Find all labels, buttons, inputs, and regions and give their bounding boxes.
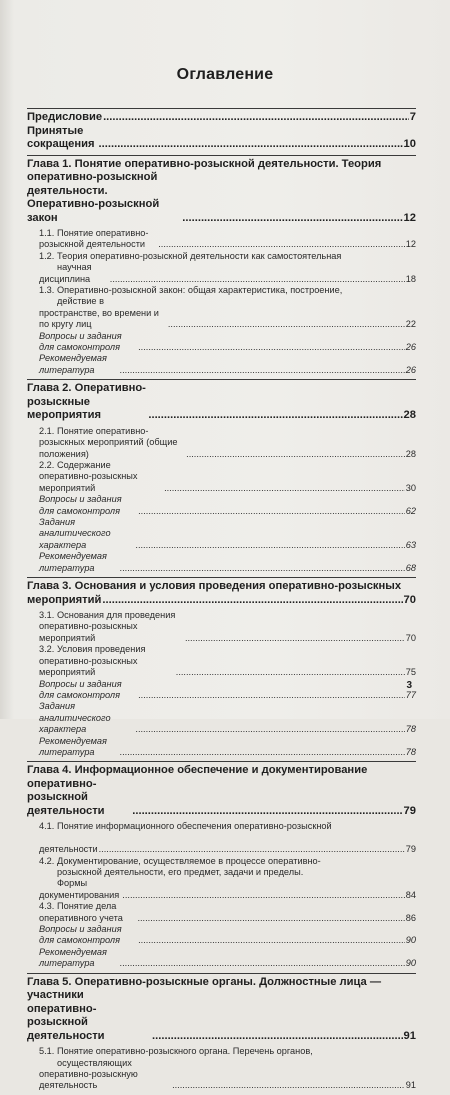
toc-entry[interactable]: [27, 125, 416, 152]
dot-leader: [152, 1030, 403, 1044]
entry-number: 5.1.: [39, 1046, 55, 1057]
chapter-block: [27, 974, 416, 1095]
entry-page: 78: [405, 746, 416, 757]
entry-page: 18: [405, 273, 416, 284]
toc-entry[interactable]: [27, 111, 416, 125]
entry-page: 77: [405, 689, 416, 700]
section-entry[interactable]: [27, 460, 416, 494]
section-entry[interactable]: [27, 251, 416, 285]
page-number: 3: [406, 680, 412, 691]
entry-text: Рекомендуемая литература: [39, 946, 107, 969]
entry-label: Условия проведения оперативно-розыскных мероприятий: [39, 644, 146, 678]
table-of-contents: [27, 108, 416, 1095]
section-entry[interactable]: [27, 228, 416, 251]
entry-label: научная дисциплина: [39, 262, 92, 284]
chapter-block: [27, 578, 416, 761]
toc-line: [39, 460, 416, 494]
entry-text: Глава 1. Понятие оперативно-розыскной деятельности. Теория: [27, 157, 382, 170]
dot-leader: [186, 449, 405, 460]
toc-line: [39, 644, 416, 678]
entry-label: Теория оперативно-розыскной деятельности как самостоятельная: [57, 250, 342, 261]
entry-text: Рекомендуемая литература: [39, 551, 107, 573]
toc-title: Оглавление: [176, 66, 274, 83]
section-entry[interactable]: [27, 494, 416, 517]
dot-leader: [103, 111, 409, 125]
dot-leader: [120, 365, 405, 376]
entry-page: 78: [405, 724, 416, 735]
entry-label: Оперативно-розыскной закон: общая характеристика, построение,: [57, 285, 343, 296]
entry-number: 3.1.: [39, 610, 55, 621]
toc-line: [39, 736, 416, 759]
dot-leader: [176, 667, 405, 678]
section-entry[interactable]: [27, 285, 416, 331]
chapter-block: [27, 156, 416, 380]
entry-label: Понятие оперативно-розыскной деятельности: [39, 228, 149, 250]
entry-text: мероприятий: [27, 593, 102, 606]
dot-leader: [148, 409, 402, 423]
toc-line: [27, 382, 416, 423]
entry-text: Задания аналитического характера: [39, 701, 111, 735]
entry-page: 91: [403, 1029, 416, 1042]
toc-line: [39, 494, 416, 517]
toc-line: [39, 1046, 416, 1057]
entry-number: 2.2.: [39, 460, 55, 470]
entry-number: 4.3.: [39, 901, 55, 912]
entry-label: Формы документирования: [39, 878, 120, 900]
toc-line: [39, 353, 416, 376]
entry-text: Вопросы и задания для самоконтроля: [39, 330, 122, 353]
entry-text: [39, 867, 303, 878]
dot-leader: [138, 690, 404, 701]
entry-label: Принятые сокращения: [27, 124, 95, 150]
section-entry[interactable]: [27, 331, 416, 354]
toc-line: [39, 947, 416, 970]
entry-page: 12: [405, 239, 416, 250]
entry-text: Глава 2. Оперативно-розыскные мероприятия: [27, 382, 146, 422]
section-entry[interactable]: [27, 353, 416, 376]
entry-label: розыскной деятельности, его предмет, задачи и пределы.: [57, 866, 304, 877]
section-entry[interactable]: [27, 426, 416, 460]
entry-text: [39, 285, 342, 296]
entry-text: [39, 1058, 171, 1092]
toc-line: [27, 158, 416, 172]
toc-line: [27, 764, 416, 778]
entry-text: [39, 644, 175, 678]
dot-leader: [138, 935, 404, 946]
entry-text: Глава 4. Информационное обеспечение и документирование: [27, 764, 368, 777]
section-entry[interactable]: [27, 947, 416, 970]
entry-label: Понятие оперативно-розыскных мероприятий (общие положения): [39, 425, 178, 459]
entry-label: действие в пространстве, во времени и по кругу лиц: [39, 296, 159, 330]
entry-page: 91: [405, 1080, 416, 1091]
dot-leader: [132, 805, 402, 819]
entry-page: 70: [403, 593, 416, 606]
section-entry[interactable]: [27, 610, 416, 644]
entry-label: Содержание оперативно-розыскных мероприятий: [39, 460, 138, 493]
chapter-block: [27, 762, 416, 972]
toc-line: [39, 228, 416, 251]
entry-page: 90: [405, 958, 416, 969]
section-entry[interactable]: [27, 736, 416, 759]
entry-page: 79: [403, 804, 416, 817]
section-entry[interactable]: [27, 679, 416, 702]
dot-leader: [172, 1080, 405, 1091]
section-entry[interactable]: [27, 1046, 416, 1092]
toc-line: [27, 580, 416, 594]
section-entry[interactable]: [27, 821, 416, 855]
entry-text: [39, 296, 167, 330]
entry-number: 4.2.: [39, 855, 55, 866]
entry-number: 1.2.: [39, 250, 55, 261]
section-entry[interactable]: [27, 924, 416, 947]
entry-number: 1.1.: [39, 228, 55, 238]
dot-leader: [185, 633, 405, 644]
entry-text: [39, 878, 121, 901]
entry-page: 79: [405, 844, 416, 855]
entry-label: осуществляющих оперативно-розыскную деятельность: [39, 1057, 138, 1091]
dot-leader: [110, 274, 405, 285]
section-entry[interactable]: [27, 701, 416, 735]
entry-page: 62: [405, 505, 416, 516]
entry-number: 2.1.: [39, 425, 55, 436]
entry-text: Вопросы и задания для самоконтроля: [39, 494, 122, 516]
toc-line: [39, 833, 416, 856]
entry-label: Понятие дела оперативного учета: [39, 901, 123, 923]
toc-line: [39, 426, 416, 460]
entry-page: 84: [405, 889, 416, 900]
toc-line: [39, 901, 416, 924]
dot-leader: [158, 239, 405, 250]
entry-page: 28: [403, 409, 416, 422]
chapter-block: [27, 380, 416, 577]
entry-text: [39, 251, 341, 262]
entry-text: [39, 901, 136, 924]
entry-text: Глава 3. Основания и условия проведения оперативно-розыскных: [27, 580, 402, 593]
entry-page: 12: [403, 211, 416, 224]
entry-text: [39, 610, 184, 644]
dot-leader: [136, 540, 405, 551]
dot-leader: [164, 483, 405, 494]
toc-line: [39, 551, 416, 574]
entry-page: 22: [405, 319, 416, 330]
toc-line: [39, 701, 416, 735]
toc-line: [27, 976, 416, 990]
toc-line: [39, 296, 416, 330]
front-matter: [27, 109, 416, 155]
entry-page: 30: [405, 482, 416, 493]
toc-line: [39, 878, 416, 901]
toc-line: [39, 856, 416, 867]
toc-line: [39, 821, 416, 832]
dot-leader: [99, 138, 403, 152]
chapter-heading[interactable]: [27, 764, 416, 818]
entry-label: деятельности: [39, 844, 98, 855]
entry-page: 68: [405, 562, 416, 573]
entry-number: 1.3.: [39, 285, 55, 296]
section-entry[interactable]: [27, 644, 416, 678]
section-entry[interactable]: [27, 901, 416, 924]
dot-leader: [138, 506, 404, 517]
entry-text: Рекомендуемая литература: [39, 735, 107, 757]
entry-text: Вопросы и задания для самоконтроля: [39, 924, 122, 946]
dot-leader: [122, 890, 404, 901]
toc-line: [27, 171, 416, 225]
chapter-heading[interactable]: [27, 158, 416, 226]
section-entry[interactable]: [27, 856, 416, 902]
entry-text: [39, 460, 163, 494]
chapter-heading[interactable]: [27, 580, 416, 607]
entry-number: 4.1.: [39, 821, 55, 832]
entry-text: участники оперативно-розыскной деятельности: [27, 989, 105, 1042]
dot-leader: [137, 913, 404, 924]
entry-page: 10: [403, 138, 416, 150]
entry-number: 3.2.: [39, 644, 55, 655]
dot-leader: [120, 747, 405, 758]
entry-page: 86: [405, 912, 416, 923]
entry-text: оперативно-розыскной деятельности. Оперативно-розыскной закон: [27, 171, 160, 224]
entry-label: Документирование, осуществляемое в процессе оперативно-: [57, 855, 321, 866]
entry-text: Вопросы и задания для самоконтроля: [39, 678, 122, 700]
chapter-heading[interactable]: [27, 976, 416, 1044]
section-entry[interactable]: [27, 551, 416, 574]
toc-line: [39, 331, 416, 354]
toc-line: [39, 679, 416, 702]
toc-line: [39, 285, 416, 296]
entry-text: оперативно-розыскной деятельности: [27, 777, 105, 817]
dot-leader: [102, 594, 402, 608]
dot-leader: [99, 844, 405, 855]
section-entry[interactable]: [27, 517, 416, 551]
entry-text: [39, 228, 157, 251]
entry-text: Рекомендуемая литература: [39, 353, 107, 375]
entry-text: Глава 5. Оперативно-розыскные органы. Должностные лица —: [27, 975, 382, 988]
entry-page: 63: [405, 539, 416, 550]
dot-leader: [136, 724, 405, 735]
toc-line: [39, 517, 416, 551]
entry-text: [39, 821, 332, 832]
entry-label: Предисловие: [27, 111, 103, 123]
dot-leader: [182, 212, 402, 226]
toc-line: [39, 251, 416, 262]
toc-line: [39, 924, 416, 947]
entry-page: 90: [405, 935, 416, 946]
toc-line: [27, 594, 416, 608]
dot-leader: [138, 342, 404, 353]
toc-line: [39, 262, 416, 285]
entry-page: 26: [405, 342, 416, 353]
entry-page: 26: [405, 364, 416, 375]
toc-line: [39, 1058, 416, 1092]
dot-leader: [168, 319, 405, 330]
entry-page: 28: [405, 448, 416, 459]
entry-text: [39, 1046, 313, 1057]
entry-label: Основания для проведения оперативно-розыскных мероприятий: [39, 610, 176, 643]
dot-leader: [120, 958, 405, 969]
toc-line: [27, 778, 416, 819]
entry-text: [39, 833, 98, 856]
entry-page: 7: [409, 111, 416, 123]
entry-label: Понятие информационного обеспечения оперативно-розыскной: [57, 821, 332, 832]
toc-line: [39, 867, 416, 878]
entry-label: Понятие оперативно-розыскного органа. Перечень органов,: [57, 1046, 313, 1057]
toc-line: [27, 989, 416, 1043]
toc-line: [39, 610, 416, 644]
entry-text: [39, 856, 321, 867]
entry-text: [39, 262, 109, 285]
chapter-heading[interactable]: [27, 382, 416, 423]
entry-page: 75: [405, 667, 416, 678]
dot-leader: [120, 563, 405, 574]
entry-text: Задания аналитического характера: [39, 517, 111, 550]
entry-page: 70: [405, 632, 416, 643]
entry-text: [39, 426, 185, 460]
